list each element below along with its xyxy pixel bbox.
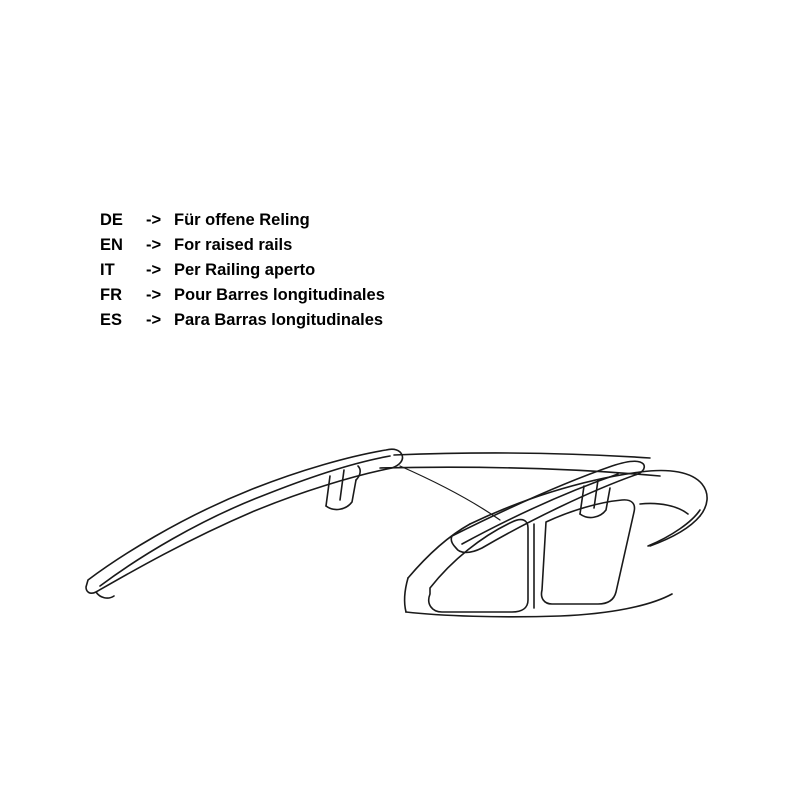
left-rail-foot-line-1	[326, 476, 330, 506]
legend-label: Pour Barres longitudinales	[174, 286, 385, 304]
arrow-icon: ->	[146, 311, 162, 329]
right-rail-lower-edge	[462, 474, 618, 544]
right-rail-foot-line-1	[580, 486, 584, 514]
left-rail-end-cap	[96, 592, 114, 598]
legend-row	[100, 258, 520, 283]
legend-language-code: ES	[100, 311, 123, 329]
legend-label: For raised rails	[174, 236, 293, 254]
body-lower-edge	[406, 594, 672, 617]
arrow-icon: ->	[146, 286, 162, 304]
body-rear-right-detail	[640, 503, 688, 514]
rear-side-window-left	[429, 520, 528, 612]
arrow-icon: ->	[146, 211, 162, 229]
arrow-icon: ->	[146, 261, 162, 279]
roof-rear-top-edge	[470, 471, 707, 525]
legend-row	[100, 308, 520, 333]
body-rear-right-panel	[648, 510, 700, 546]
legend-language-code: FR	[100, 286, 122, 304]
roof-rail-illustration	[0, 380, 800, 680]
legend-label: Für offene Reling	[174, 211, 310, 229]
legend-row	[100, 283, 520, 308]
legend-language-code: EN	[100, 236, 123, 254]
left-rail-support-top	[356, 466, 360, 480]
legend-label: Para Barras longitudinales	[174, 311, 384, 329]
legend-language-code: DE	[100, 211, 123, 229]
roof-front-edge	[394, 453, 650, 458]
legend-label: Per Railing aperto	[174, 261, 316, 279]
language-legend	[100, 208, 520, 333]
left-roof-rail	[86, 449, 403, 593]
legend-row	[100, 208, 520, 233]
legend-language-code: IT	[100, 261, 115, 279]
arrow-icon: ->	[146, 236, 162, 254]
rear-side-window-right	[541, 500, 634, 604]
roof-crease	[400, 466, 500, 520]
car-roof-diagram-svg	[0, 380, 800, 680]
left-rail-foot-line-2	[340, 470, 344, 500]
legend-row	[100, 233, 520, 258]
body-side-left	[405, 578, 408, 612]
left-rail-lower-edge	[100, 456, 390, 586]
roof-outline-group	[86, 449, 707, 617]
